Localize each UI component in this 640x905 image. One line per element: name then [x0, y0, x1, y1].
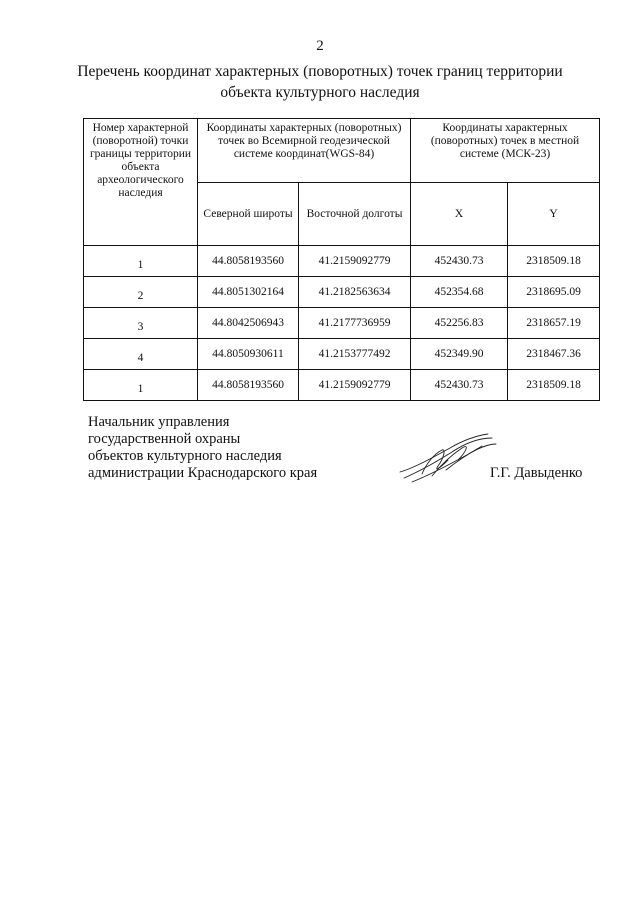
signatory-position: [88, 414, 388, 482]
cell-y: 2318509.18: [508, 246, 600, 277]
header-x: X: [411, 183, 508, 246]
cell-longitude: 41.2159092779: [299, 246, 411, 277]
table-row: [84, 370, 600, 401]
document-title: [60, 61, 580, 103]
title-line-2: объекта культурного наследия: [220, 84, 420, 101]
cell-point: 1: [84, 370, 198, 401]
cell-longitude: 41.2177736959: [299, 308, 411, 339]
cell-point: 3: [84, 308, 198, 339]
header-latitude: Северной широты: [198, 183, 299, 246]
coordinates-table: [83, 118, 600, 401]
cell-x: 452354.68: [411, 277, 508, 308]
cell-point: 4: [84, 339, 198, 370]
header-longitude: Восточной долготы: [299, 183, 411, 246]
cell-x: 452256.83: [411, 308, 508, 339]
cell-y: 2318467.36: [508, 339, 600, 370]
cell-longitude: 41.2153777492: [299, 339, 411, 370]
cell-x: 452430.73: [411, 370, 508, 401]
cell-longitude: 41.2159092779: [299, 370, 411, 401]
cell-y: 2318657.19: [508, 308, 600, 339]
position-line: объектов культурного наследия: [88, 448, 282, 464]
header-msk23-group: Координаты характерных (поворотных) точек в местной системе (МСК-23): [411, 119, 600, 183]
title-line-1: Перечень координат характерных (поворотных) точек границ территории: [77, 63, 563, 80]
header-wgs84-group: Координаты характерных (поворотных) точек во Всемирной геодезической системе координат(WGS-84): [198, 119, 411, 183]
header-point-number: Номер характерной (поворотной) точки границы территории объекта археологического наследия: [84, 119, 198, 246]
cell-latitude: 44.8042506943: [198, 308, 299, 339]
header-y: Y: [508, 183, 600, 246]
table-row: [84, 277, 600, 308]
table-row: [84, 246, 600, 277]
cell-latitude: 44.8058193560: [198, 370, 299, 401]
page-number: 2: [316, 38, 324, 54]
cell-latitude: 44.8050930611: [198, 339, 299, 370]
cell-point: 1: [84, 246, 198, 277]
handwritten-signature: [392, 428, 502, 486]
signer-name: Г.Г. Давыденко: [490, 465, 583, 481]
cell-x: 452349.90: [411, 339, 508, 370]
cell-point: 2: [84, 277, 198, 308]
position-line: администрации Краснодарского края: [88, 465, 318, 481]
cell-y: 2318509.18: [508, 370, 600, 401]
position-line: государственной охраны: [88, 431, 241, 447]
position-line: Начальник управления: [88, 414, 230, 430]
cell-latitude: 44.8058193560: [198, 246, 299, 277]
cell-y: 2318695.09: [508, 277, 600, 308]
cell-latitude: 44.8051302164: [198, 277, 299, 308]
cell-x: 452430.73: [411, 246, 508, 277]
table-row: [84, 308, 600, 339]
cell-longitude: 41.2182563634: [299, 277, 411, 308]
table-row: [84, 339, 600, 370]
